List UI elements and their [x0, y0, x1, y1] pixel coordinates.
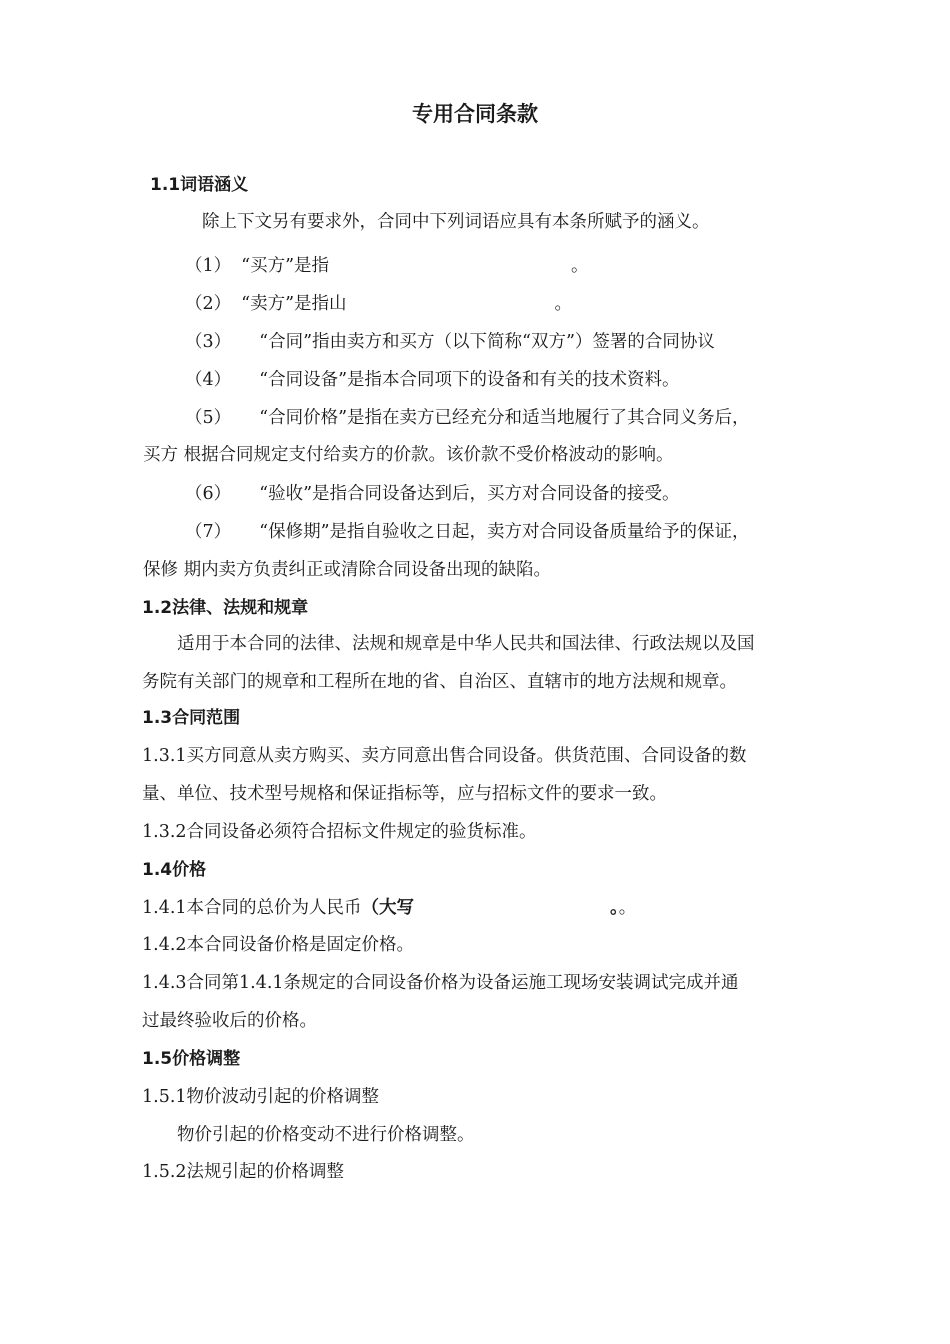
clause-1-3-1-line-2: 量、单位、技术型号规格和保证指标等，应与招标文件的要求一致。: [142, 784, 667, 804]
definition-item-1: [185, 254, 589, 278]
definition-item-3: [185, 330, 715, 354]
clause-1-4-1: [142, 896, 636, 920]
item-text: “合同”指由卖方和买方（以下简称“双方”）签署的合同协议: [259, 332, 715, 352]
clause-1-5-1-body: 物价引起的价格变动不进行价格调整。: [177, 1125, 475, 1145]
page-title: 专用合同条款: [412, 102, 538, 126]
section-1-2-line-1: 适用于本合同的法律、法规和规章是中华人民共和国法律、行政法规以及国: [177, 634, 755, 654]
item-number: （4）: [185, 370, 232, 390]
item-end: 。: [571, 256, 589, 276]
item-text: “保修期”是指自验收之日起，卖方对合同设备质量给予的保证，: [259, 522, 750, 542]
section-1-2-line-2: 务院有关部门的规章和工程所在地的省、自治区、直辖市的地方法规和规章。: [142, 672, 737, 692]
definition-item-6: [185, 482, 680, 506]
clause-text: 1.4.1本合同的总价为人民币: [142, 898, 362, 918]
item-number: （5）: [185, 408, 232, 428]
clause-1-4-3-line-2: 过最终验收后的价格。: [142, 1011, 317, 1031]
item-number: （7）: [185, 522, 232, 542]
item-number: （6）: [185, 484, 232, 504]
item-text: “合同价格”是指在卖方已经充分和适当地履行了其合同义务后，: [259, 408, 750, 428]
section-heading-1-1: 1.1词语涵义: [150, 175, 249, 195]
section-heading-1-5: 1.5价格调整: [142, 1049, 241, 1069]
clause-1-3-1-line-1: 1.3.1买方同意从卖方购买、卖方同意出售合同设备。供货范围、合同设备的数: [142, 746, 747, 766]
amount-words-label: （大写: [361, 898, 415, 918]
section-heading-1-4: 1.4价格: [142, 860, 207, 880]
definition-item-7-continued: 保修 期内卖方负责纠正或清除合同设备出现的缺陷。: [143, 560, 552, 580]
item-text: “验收”是指合同设备达到后，买方对合同设备的接受。: [259, 484, 680, 504]
section-1-1-intro: 除上下文另有要求外，合同中下列词语应具有本条所赋予的涵义。: [202, 212, 710, 232]
clause-1-4-3-line-1: 1.4.3合同第1.4.1条规定的合同设备价格为设备运施工现场安装调试完成并通: [142, 973, 739, 993]
item-text: “买方”是指: [241, 256, 330, 276]
definition-item-4: [185, 368, 680, 392]
definition-item-5: [185, 406, 750, 430]
clause-1-4-2: 1.4.2本合同设备价格是固定价格。: [142, 935, 415, 955]
clause-end-2: 。: [618, 898, 637, 918]
item-text: “卖方”是指山: [241, 294, 347, 314]
clause-1-5-2: 1.5.2法规引起的价格调整: [142, 1162, 345, 1182]
section-heading-1-3: 1.3合同范围: [142, 708, 241, 728]
section-heading-1-2: 1.2法律、法规和规章: [142, 598, 309, 618]
item-text: “合同设备”是指本合同项下的设备和有关的技术资料。: [259, 370, 680, 390]
clause-end-1: 。: [610, 898, 619, 918]
clause-1-5-1: 1.5.1物价波动引起的价格调整: [142, 1087, 380, 1107]
item-end: 。: [554, 294, 573, 314]
item-number: （1）: [185, 256, 232, 276]
definition-item-2: [185, 292, 572, 316]
definition-item-7: [185, 520, 750, 544]
clause-1-3-2: 1.3.2合同设备必须符合招标文件规定的验货标准。: [142, 822, 537, 842]
item-number: （2）: [185, 294, 232, 314]
definition-item-5-continued: 买方 根据合同规定支付给卖方的价款。该价款不受价格波动的影响。: [143, 445, 674, 465]
item-number: （3）: [185, 332, 232, 352]
